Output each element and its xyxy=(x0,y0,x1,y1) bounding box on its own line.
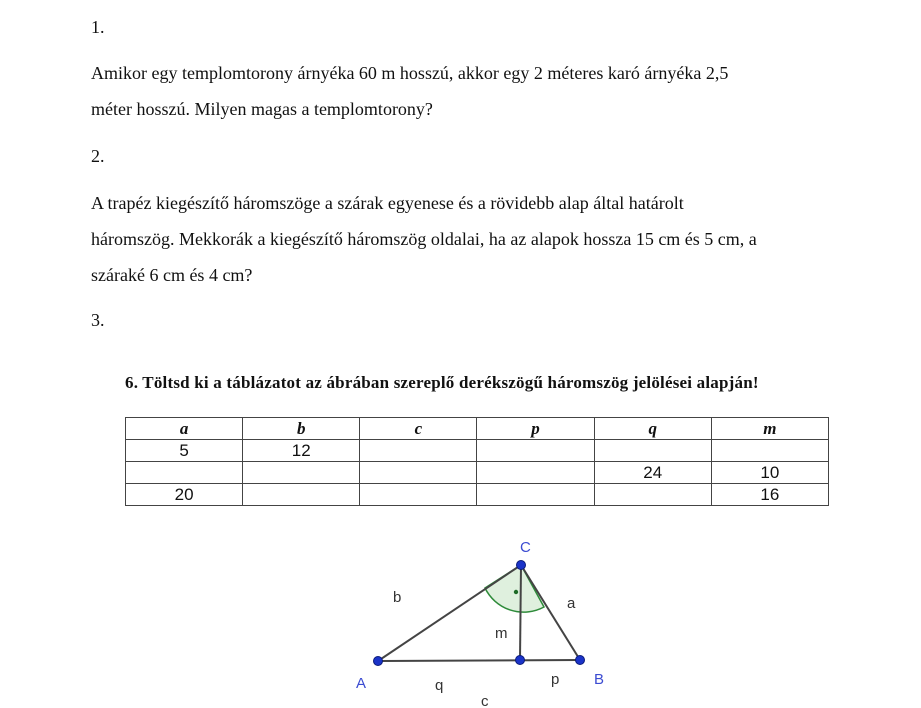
header-q: q xyxy=(594,418,711,440)
table-cell[interactable]: 20 xyxy=(126,484,243,506)
vertex-c-point xyxy=(517,561,526,570)
table-cell[interactable] xyxy=(711,440,828,462)
side-b-label: b xyxy=(393,589,402,606)
vertex-a-point xyxy=(374,657,383,666)
vertex-c-label: C xyxy=(520,539,531,556)
table-row xyxy=(126,484,829,506)
side-c xyxy=(378,660,580,661)
foot-of-height-point xyxy=(516,656,525,665)
problem-2-number: 2. xyxy=(91,146,105,166)
table-cell[interactable] xyxy=(594,440,711,462)
table-cell[interactable] xyxy=(360,484,477,506)
table-cell[interactable] xyxy=(477,440,594,462)
problem-2-text xyxy=(91,185,757,293)
table-cell[interactable] xyxy=(243,484,360,506)
table-cell[interactable]: 10 xyxy=(711,462,828,484)
table-cell[interactable]: 12 xyxy=(243,440,360,462)
problem-2-line-2: háromszög. Mekkorák a kiegészítő háromszög oldalai, ha az alapok hossza 15 cm és 5 cm, a xyxy=(91,229,757,249)
header-m: m xyxy=(711,418,828,440)
table-row xyxy=(126,462,829,484)
vertex-a-label: A xyxy=(356,675,367,692)
problem-2-line-3: száraké 6 cm és 4 cm? xyxy=(91,265,253,285)
side-b xyxy=(378,565,521,661)
problem-2-line-1: A trapéz kiegészítő háromszöge a szárak egyenese és a rövidebb alap által határolt xyxy=(91,193,684,213)
height-m-label: m xyxy=(495,625,508,642)
table-cell[interactable] xyxy=(360,440,477,462)
segment-p-label: p xyxy=(551,671,560,688)
header-a: a xyxy=(126,418,243,440)
header-p: p xyxy=(477,418,594,440)
vertex-b-label: B xyxy=(594,671,605,688)
segment-q-label: q xyxy=(435,677,444,694)
table-cell[interactable] xyxy=(360,462,477,484)
table-row xyxy=(126,440,829,462)
height-m xyxy=(520,565,521,660)
values-table xyxy=(125,417,829,506)
vertex-b-point xyxy=(576,656,585,665)
problem-1-line-1: Amikor egy templomtorony árnyéka 60 m hosszú, akkor egy 2 méteres karó árnyéka 2,5 xyxy=(91,63,729,83)
right-triangle-figure xyxy=(340,530,640,708)
problem-3-number: 3. xyxy=(91,310,105,330)
table-cell[interactable] xyxy=(243,462,360,484)
right-angle-dot xyxy=(514,590,518,594)
problem-1-text xyxy=(91,55,728,127)
table-cell[interactable]: 24 xyxy=(594,462,711,484)
header-b: b xyxy=(243,418,360,440)
table-cell[interactable]: 16 xyxy=(711,484,828,506)
header-c: c xyxy=(360,418,477,440)
table-cell[interactable] xyxy=(594,484,711,506)
table-header-row xyxy=(126,418,829,440)
problem-1-number: 1. xyxy=(91,17,105,37)
side-c-label: c xyxy=(481,693,489,708)
table-cell[interactable]: 5 xyxy=(126,440,243,462)
task-6-title: 6. Töltsd ki a táblázatot az ábrában szereplő derékszögű háromszög jelölései alapján! xyxy=(125,373,759,392)
problem-1-line-2: méter hosszú. Milyen magas a templomtorony? xyxy=(91,99,433,119)
table-cell[interactable] xyxy=(126,462,243,484)
side-a-label: a xyxy=(567,595,576,612)
table-cell[interactable] xyxy=(477,484,594,506)
table-cell[interactable] xyxy=(477,462,594,484)
